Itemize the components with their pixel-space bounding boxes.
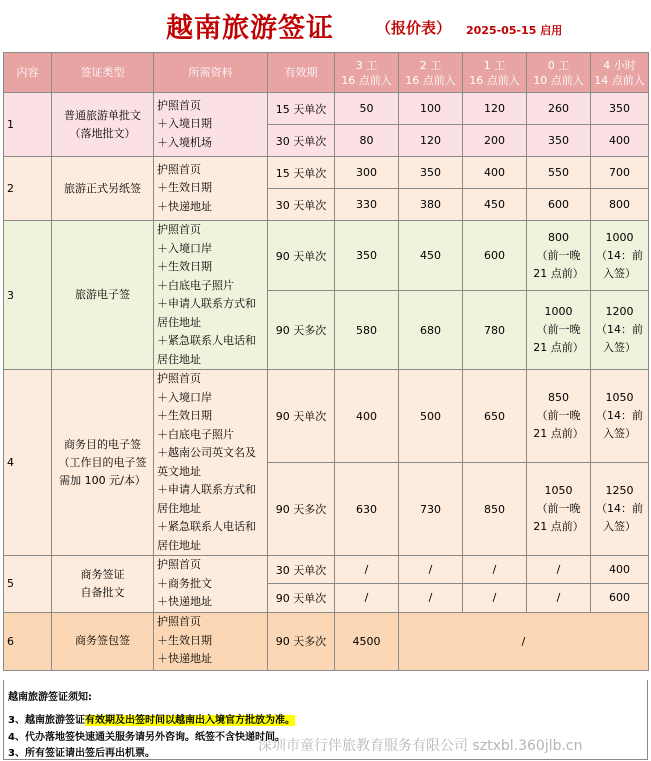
visa-type: 旅游正式另纸签 [52, 157, 154, 221]
table-row [4, 157, 649, 189]
price-0-workday: 350 [527, 125, 591, 157]
price-1-workday: 850 [463, 463, 527, 556]
price-1-workday: 600 [463, 221, 527, 291]
price-1-workday: / [463, 584, 527, 612]
header-content: 内容 [4, 53, 52, 93]
row-number: 3 [4, 221, 52, 370]
price-2-workdays: 500 [399, 370, 463, 463]
price-2-workdays: 100 [399, 93, 463, 125]
table-row [4, 370, 649, 463]
price-0-workday: 1050 （前一晚 21 点前） [527, 463, 591, 556]
price-2-workdays: 380 [399, 189, 463, 221]
validity: 30 天单次 [268, 189, 335, 221]
price-0-workday: 600 [527, 189, 591, 221]
validity: 90 天多次 [268, 291, 335, 370]
header-visa-type: 签证类型 [52, 53, 154, 93]
header-materials: 所需资料 [154, 53, 268, 93]
price-table [3, 52, 649, 671]
visa-type: 商务签包签 [52, 612, 154, 670]
validity: 90 天单次 [268, 221, 335, 291]
validity: 90 天多次 [268, 612, 335, 670]
materials: 护照首页 ＋入境口岸 ＋生效日期 ＋白底电子照片 ＋申请人联系方式和 居住地址 ＋紧急联系人电话和 居住地址 [154, 221, 268, 370]
validity: 90 天单次 [268, 370, 335, 463]
price-1-workday: / [463, 556, 527, 584]
price-1-workday: 400 [463, 157, 527, 189]
note-item: 4、代办落地签快速通关服务请另外咨询。纸签不含快递时间。 [8, 732, 285, 743]
price-1-workday: 780 [463, 291, 527, 370]
validity: 30 天单次 [268, 556, 335, 584]
price-4-hours: 350 [591, 93, 649, 125]
page-title: 越南旅游签证 [166, 13, 334, 44]
table-row [4, 556, 649, 584]
title-bar [0, 0, 651, 52]
price-3-workdays: / [335, 556, 399, 584]
price-2-workdays: 350 [399, 157, 463, 189]
price-2-workdays: 730 [399, 463, 463, 556]
price-0-workday: 260 [527, 93, 591, 125]
note-item: 3、越南旅游签证有效期及出签时间以越南出入境官方批放为准。 [8, 715, 295, 726]
price-1-workday: 450 [463, 189, 527, 221]
table-header-row [4, 53, 649, 93]
visa-type: 旅游电子签 [52, 221, 154, 370]
quote-tag: （报价表） [376, 19, 452, 37]
price-3-workdays: 50 [335, 93, 399, 125]
price-0-workday: / [527, 584, 591, 612]
price-1-workday: 120 [463, 93, 527, 125]
validity: 90 天多次 [268, 463, 335, 556]
validity: 30 天单次 [268, 125, 335, 157]
price-3-workdays: 4500 [335, 612, 399, 670]
materials: 护照首页 ＋生效日期 ＋快递地址 [154, 612, 268, 670]
price-4-hours: 1250 （14：前 入签） [591, 463, 649, 556]
row-number: 2 [4, 157, 52, 221]
visa-type: 普通旅游单批文 （落地批文） [52, 93, 154, 157]
validity: 90 天单次 [268, 584, 335, 612]
header-3-workdays: 3 工 16 点前入 [335, 53, 399, 93]
price-4-hours: 800 [591, 189, 649, 221]
header-1-workday: 1 工 16 点前入 [463, 53, 527, 93]
price-4-hours: 1200 （14：前 入签） [591, 291, 649, 370]
price-4-hours: 600 [591, 584, 649, 612]
note-item: 3、所有签证请出签后再出机票。 [8, 748, 155, 759]
validity: 15 天单次 [268, 93, 335, 125]
effective-date: 2025-05-15 启用 [466, 24, 563, 37]
price-2-workdays: / [399, 584, 463, 612]
table-row [4, 93, 649, 125]
validity: 15 天单次 [268, 157, 335, 189]
price-4-hours: 1050 （14：前 入签） [591, 370, 649, 463]
price-2-workdays: 680 [399, 291, 463, 370]
materials: 护照首页 ＋生效日期 ＋快递地址 [154, 157, 268, 221]
price-3-workdays: 350 [335, 221, 399, 291]
header-0-workday: 0 工 10 点前入 [527, 53, 591, 93]
price-4-hours: 400 [591, 556, 649, 584]
row-number: 1 [4, 93, 52, 157]
price-4-hours: 1000 （14：前 入签） [591, 221, 649, 291]
watermark: 深圳市童行伴旅教育服务有限公司 sztxbl.360jlb.cn [258, 738, 583, 754]
price-2-workdays: 120 [399, 125, 463, 157]
price-0-workday: 800 （前一晚 21 点前） [527, 221, 591, 291]
row-number: 5 [4, 556, 52, 613]
table-row [4, 221, 649, 291]
price-1-workday: 200 [463, 125, 527, 157]
price-2-workdays: 450 [399, 221, 463, 291]
price-3-workdays: 80 [335, 125, 399, 157]
visa-type: 商务目的电子签 （工作目的电子签 需加 100 元/本） [52, 370, 154, 556]
visa-type: 商务签证 自备批文 [52, 556, 154, 613]
header-validity: 有效期 [268, 53, 335, 93]
price-0-workday: / [527, 556, 591, 584]
price-4-hours: 400 [591, 125, 649, 157]
price-3-workdays: 400 [335, 370, 399, 463]
notes-title: 越南旅游签证须知: [8, 692, 92, 703]
price-3-workdays: 330 [335, 189, 399, 221]
header-2-workdays: 2 工 16 点前入 [399, 53, 463, 93]
price-0-workday: 550 [527, 157, 591, 189]
price-0-workday: 850 （前一晚 21 点前） [527, 370, 591, 463]
price-3-workdays: 580 [335, 291, 399, 370]
price-1-workday: 650 [463, 370, 527, 463]
materials: 护照首页 ＋商务批文 ＋快递地址 [154, 556, 268, 613]
header-4-hours: 4 小时 14 点前入 [591, 53, 649, 93]
price-4-hours: 700 [591, 157, 649, 189]
table-row [4, 612, 649, 670]
price-3-workdays: / [335, 584, 399, 612]
materials: 护照首页 ＋入境日期 ＋入境机场 [154, 93, 268, 157]
price-3-workdays: 300 [335, 157, 399, 189]
price-2-workdays: / [399, 556, 463, 584]
materials: 护照首页 ＋入境口岸 ＋生效日期 ＋白底电子照片 ＋越南公司英文名及 英文地址 ＋申请人联系方式和 居住地址 ＋紧急联系人电话和 居住地址 [154, 370, 268, 556]
row-number: 6 [4, 612, 52, 670]
price-0-workday: 1000 （前一晚 21 点前） [527, 291, 591, 370]
row-number: 4 [4, 370, 52, 556]
price-3-workdays: 630 [335, 463, 399, 556]
price-merged: / [399, 612, 649, 670]
